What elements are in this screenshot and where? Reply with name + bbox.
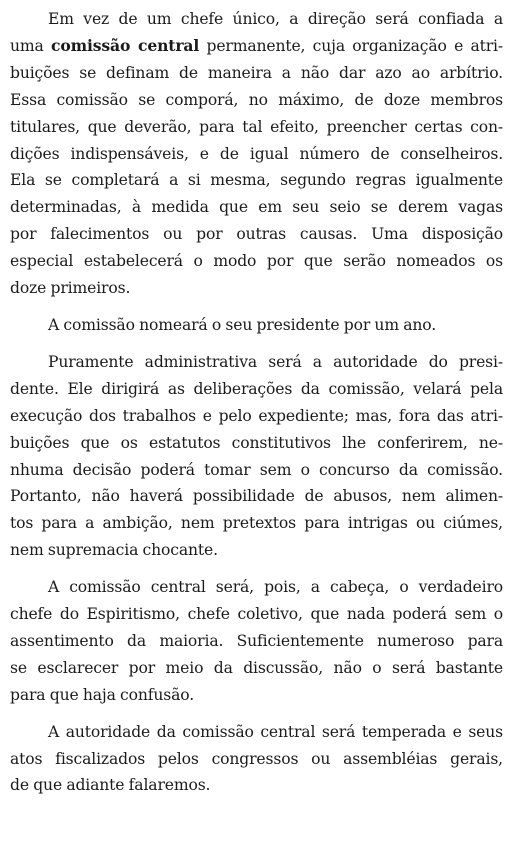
text-run: doze primeiros. <box>10 279 131 298</box>
text-run: buições se definam de maneira a não dar azo ao arbítrio. <box>10 63 503 82</box>
text-line <box>10 312 503 339</box>
text-run: chefe do Espiritismo, chefe coletivo, que nada poderá sem o <box>10 605 503 624</box>
text-line <box>10 719 503 746</box>
text-run: Portanto, não haverá possibilidade de abusos, nem alimen- <box>10 487 503 506</box>
text-line <box>10 6 503 33</box>
text-line <box>10 194 503 221</box>
text-run: nem supremacia chocante. <box>10 541 218 560</box>
text-line <box>10 682 503 709</box>
text-line <box>10 574 503 601</box>
text-run: execução dos trabalhos e pelo expediente; mas, fora das atri- <box>10 406 503 425</box>
emphasis-text: comissão central <box>51 35 200 55</box>
text-run: determinadas, à medida que em seu seio se derem vagas <box>10 198 503 217</box>
paragraph <box>10 6 503 302</box>
text-line <box>10 403 503 430</box>
text-run: se esclarecer por meio da discussão, não o será bastante <box>10 658 503 677</box>
text-run: nhuma decisão poderá tomar sem o concurso da comissão. <box>10 460 503 479</box>
text-line <box>10 457 503 484</box>
paragraph <box>10 719 503 800</box>
text-run: tos para a ambição, nem pretextos para intrigas ou ciúmes, <box>10 514 503 533</box>
text-line <box>10 167 503 194</box>
text-line <box>10 430 503 457</box>
document-page <box>10 6 503 809</box>
text-line <box>10 772 503 799</box>
text-run: buições que os estatutos constitutivos lhe conferirem, ne- <box>10 433 503 452</box>
text-line <box>10 483 503 510</box>
paragraph <box>10 349 503 564</box>
text-run: de que adiante falaremos. <box>10 776 211 795</box>
text-line <box>10 114 503 141</box>
text-run: uma <box>10 36 52 55</box>
text-run: dições indispensáveis, e de igual número de conselheiros. <box>10 144 503 163</box>
text-line <box>10 221 503 248</box>
text-run: assentimento da maioria. Suficientemente numeroso para <box>10 631 503 650</box>
text-run: atos fiscalizados pelos congressos ou assembléias gerais, <box>10 749 503 768</box>
text-line <box>10 141 503 168</box>
text-line <box>10 376 503 403</box>
text-line <box>10 746 503 773</box>
text-line <box>10 349 503 376</box>
text-run: A comissão central será, pois, a cabeça, o verdadeiro <box>48 578 503 597</box>
text-line <box>10 275 503 302</box>
paragraph <box>10 574 503 709</box>
text-run: especial estabelecerá o modo por que serão nomeados os <box>10 252 503 271</box>
text-run: A comissão nomeará o seu presidente por um ano. <box>48 315 437 334</box>
text-line <box>10 601 503 628</box>
text-run: Puramente administrativa será a autoridade do presi- <box>48 352 503 371</box>
text-run: por falecimentos ou por outras causas. Uma disposição <box>10 225 503 244</box>
paragraph <box>10 312 503 339</box>
text-line <box>10 510 503 537</box>
text-line <box>10 248 503 275</box>
text-run: permanente, cuja organização e atri- <box>199 36 503 55</box>
text-run: dente. Ele dirigirá as deliberações da comissão, velará pela <box>10 379 503 398</box>
text-run: titulares, que deverão, para tal efeito, preencher certas con- <box>10 117 503 136</box>
body-text <box>10 6 503 799</box>
text-line <box>10 628 503 655</box>
text-run: Ela se completará a si mesma, segundo regras igualmente <box>10 171 503 190</box>
text-run: Essa comissão se comporá, no máximo, de doze membros <box>10 90 503 109</box>
text-run: A autoridade da comissão central será temperada e seus <box>48 722 503 741</box>
text-run: para que haja confusão. <box>10 685 195 704</box>
text-run: Em vez de um chefe único, a direção será confiada a <box>48 10 503 28</box>
text-line <box>10 655 503 682</box>
text-line <box>10 537 503 564</box>
text-line <box>10 33 503 60</box>
text-line <box>10 60 503 87</box>
text-line <box>10 87 503 114</box>
